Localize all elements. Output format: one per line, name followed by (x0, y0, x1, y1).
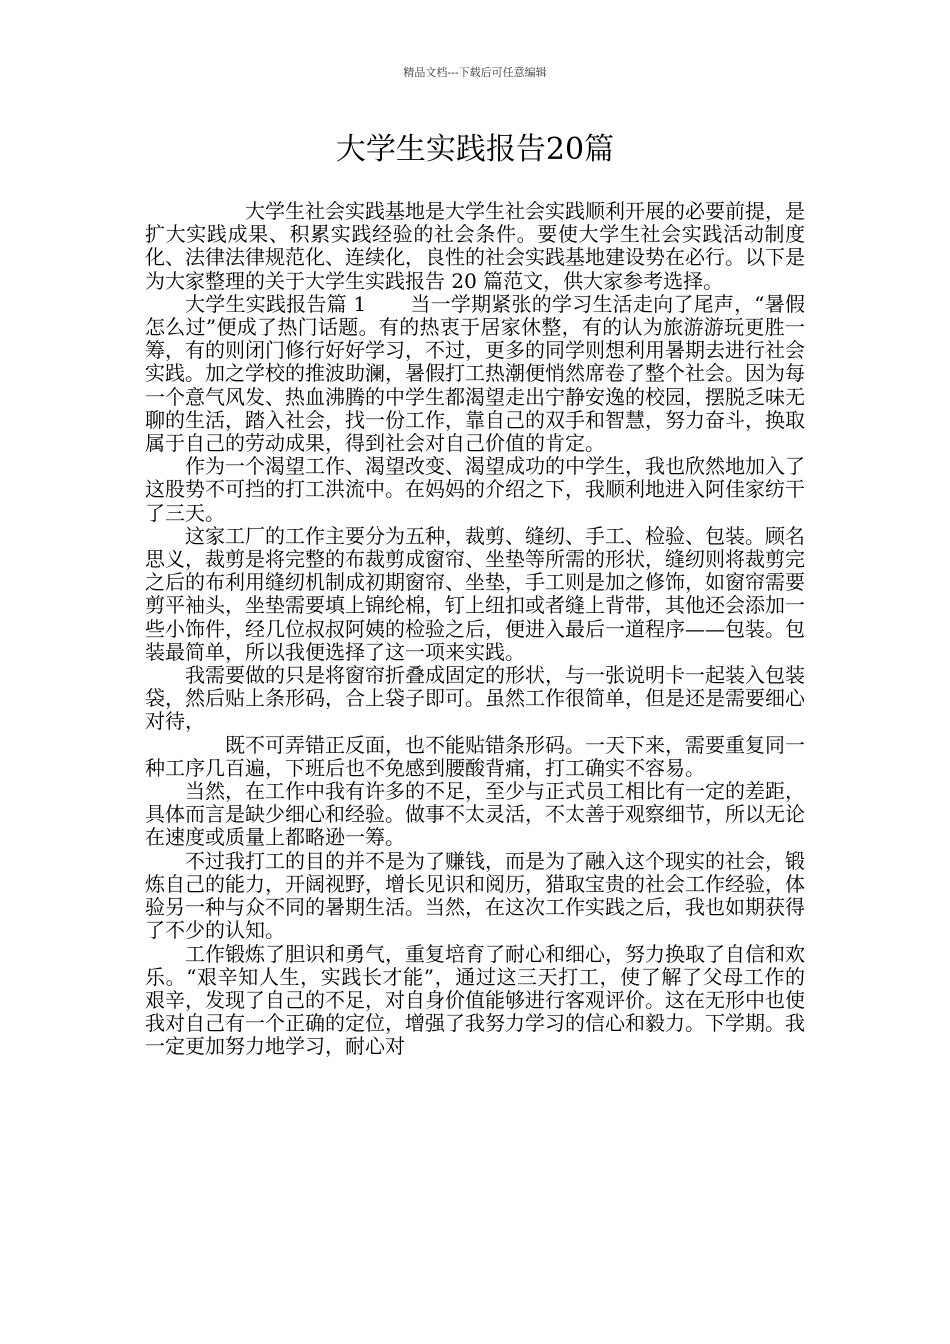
body-paragraph: 不过我打工的目的并不是为了赚钱，而是为了融入这个现实的社会，锻炼自己的能力，开阔视野，增长见识和阅历，猎取宝贵的社会工作经验，体验另一种与众不同的暑期生活。当然，在这次工作实践之后，我也如期获得了不少的认知。 (145, 848, 805, 943)
intro-paragraph: 大学生社会实践基地是大学生社会实践顺利开展的必要前提，是扩大实践成果、积累实践经验的社会条件。要使大学生社会实践活动制度化、法律法律规范化、连续化，良性的社会实践基地建设势在必行。以下是为大家整理的关于大学生实践报告 20 篇范文，供大家参考选择。 (145, 199, 805, 293)
body-paragraph: 工作锻炼了胆识和勇气，重复培育了耐心和细心，努力换取了自信和欢乐。“艰辛知人生，实践长才能”，通过这三天打工，使了解了父母工作的艰辛，发现了自己的不足，对自身价值能够进行客观评价。这在无形中也使我对自己有一个正确的定位，增强了我努力学习的信心和毅力。下学期。我一定更加努力地学习，耐心对 (145, 941, 805, 1059)
body-paragraph: 这家工厂的工作主要分为五种，裁剪、缝纫、手工、检验、包装。顾名思义，裁剪是将完整的布裁剪成窗帘、坐垫等所需的形状，缝纫则将裁剪完之后的布利用缝纫机制成初期窗帘、坐垫，手工则是加之修饰，如窗帘需要剪平袖头，坐垫需要填上锦纶棉，钉上纽扣或者缝上背带，其他还会添加一些小饰件，经几位叔叔阿姨的检验之后，便进入最后一道程序——包装。包装最简单，所以我便选择了这一项来实践。 (145, 523, 805, 664)
document-body (145, 200, 805, 1059)
section-heading: 大学生实践报告篇 1 (185, 291, 367, 316)
page-header: 精品文档---下载后可任意编辑 (403, 66, 547, 79)
body-paragraph: 我需要做的只是将窗帘折叠成固定的形状，与一张说明卡一起装入包装袋，然后贴上条形码，合上袋子即可。虽然工作很简单，但是还是需要细心对待， (145, 663, 805, 734)
body-paragraph: 当然，在工作中我有许多的不足，至少与正式员工相比有一定的差距，具体而言是缺少细心和经验。做事不太灵活，不太善于观察细节，所以无论在速度或质量上都略逊一筹。 (145, 779, 805, 850)
section-paragraph (145, 293, 805, 455)
body-paragraph: 作为一个渴望工作、渴望改变、渴望成功的中学生，我也欣然地加入了这股势不可挡的打工洪流中。在妈妈的介绍之下，我顺利地进入阿佳家纺干了三天。 (145, 454, 805, 525)
paragraph-text: 当一学期紧张的学习生活走向了尾声，“暑假怎么过”便成了热门话题。有的热衷于居家休整，有的认为旅游游玩更胜一筹，有的则闭门修行好好学习，不过，更多的同学则想利用暑期去进行社会实践。加之学校的推波助澜，暑假打工热潮便悄然席卷了整个社会。因为每一个意气风发、热血沸腾的中学生都渴望走出宁静安逸的校园，摆脱乏味无聊的生活，踏入社会，找一份工作，靠自己的双手和智慧，努力奋斗，换取属于自己的劳动成果，得到社会对自己价值的肯定。 (145, 291, 805, 456)
document-title: 大学生实践报告20篇 (335, 132, 615, 167)
body-paragraph: 既不可弄错正反面，也不能贴错条形码。一天下来，需要重复同一种工序几百遍，下班后也不免感到腰酸背痛，打工确实不容易。 (145, 732, 805, 780)
